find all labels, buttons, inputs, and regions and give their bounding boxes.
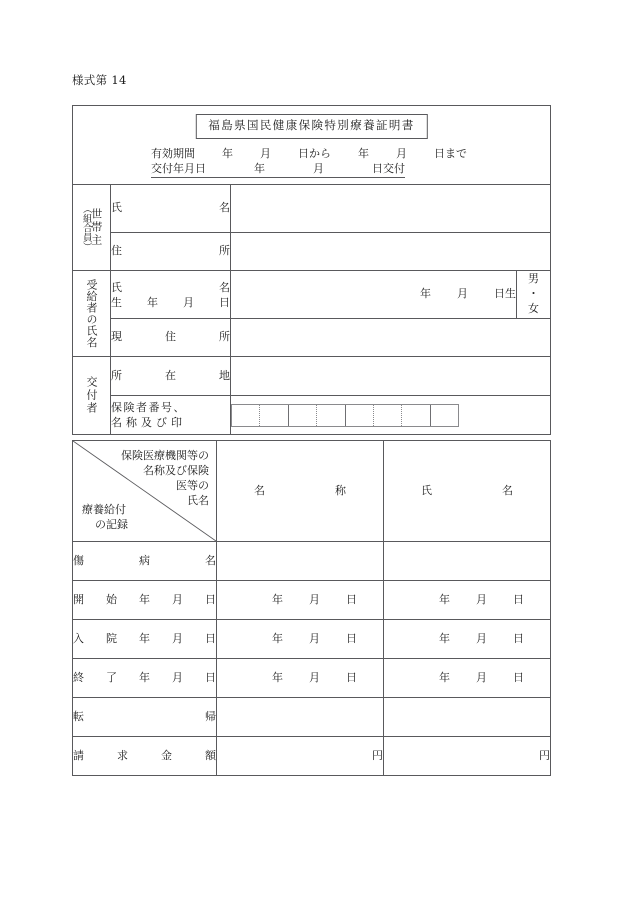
insurer-number-boxes[interactable] xyxy=(231,404,459,427)
householder-side-label-sub: （組合員） xyxy=(80,203,92,252)
issuer-location-row xyxy=(73,357,551,396)
insurer-number-box[interactable] xyxy=(431,405,458,426)
label-char: 院 xyxy=(106,631,117,645)
recipient-sex-male: 男 xyxy=(528,272,539,286)
recipient-birth-label-month: 月 xyxy=(183,295,194,309)
treatment-cell-admission-date-name[interactable] xyxy=(217,620,384,659)
recipient-birth-label-day: 日 xyxy=(219,295,230,309)
label-char: 額 xyxy=(205,748,216,762)
treatment-cell-claim-amount-doctor[interactable] xyxy=(384,737,551,776)
householder-name-row xyxy=(73,185,551,233)
treatment-cell-admission-date-doctor[interactable] xyxy=(384,620,551,659)
issuer-side-label-cell xyxy=(73,357,111,435)
recipient-current-address-label xyxy=(111,319,231,357)
label-char: 終 xyxy=(73,670,84,684)
validity-block xyxy=(151,146,467,178)
issuer-insurer-label xyxy=(111,396,231,435)
date-hint-day: 日 xyxy=(346,670,357,684)
date-hint-year: 年 xyxy=(439,592,450,606)
label-char: 月 xyxy=(172,592,183,606)
treatment-cell-end-date-name[interactable] xyxy=(217,659,384,698)
recipient-name-label-right: 名 xyxy=(219,280,230,294)
recipient-sex-female: 女 xyxy=(528,301,539,315)
insurer-number-box[interactable] xyxy=(346,405,374,426)
householder-name-label-right: 名 xyxy=(219,201,230,215)
validity-period-row xyxy=(151,146,467,161)
label-char: 年 xyxy=(139,670,150,684)
treatment-diagonal-header-cell xyxy=(73,441,217,542)
treatment-record-table xyxy=(72,440,551,776)
issuer-side-label: 交付者 xyxy=(85,376,98,415)
insurer-number-box[interactable] xyxy=(232,405,260,426)
label-char: 入 xyxy=(73,631,84,645)
householder-name-label-left: 氏 xyxy=(111,201,122,215)
householder-side-label-main: 世帯主 xyxy=(89,208,103,247)
issuer-insurer-row xyxy=(73,396,551,435)
treatment-header-lower-line: の記録 xyxy=(95,518,128,531)
treatment-row xyxy=(73,620,551,659)
validity-period-label: 有効期間 xyxy=(151,147,195,160)
treatment-header-upper-line: 医等の xyxy=(176,479,209,492)
householder-name-value[interactable] xyxy=(231,185,551,233)
recipient-current-address-label-right: 所 xyxy=(219,330,230,344)
treatment-cell-claim-amount-name[interactable] xyxy=(217,737,384,776)
recipient-birth-label-left: 生 xyxy=(111,295,122,309)
label-char: 転 xyxy=(73,709,84,723)
treatment-row xyxy=(73,737,551,776)
label-char: 金 xyxy=(161,748,172,762)
treatment-cell-disease-name[interactable] xyxy=(217,542,384,581)
treatment-column-header-doctor-left: 氏 xyxy=(421,483,432,497)
recipient-birth-hint xyxy=(231,287,516,302)
yen-symbol: 円 xyxy=(372,748,383,762)
date-hint xyxy=(217,671,383,686)
certificate-header-table xyxy=(72,105,551,435)
recipient-current-address-value[interactable] xyxy=(231,319,551,357)
treatment-cell-outcome-name[interactable] xyxy=(217,698,384,737)
recipient-sex-cell[interactable] xyxy=(517,271,551,319)
date-hint-month: 月 xyxy=(476,631,487,645)
date-hint-year: 年 xyxy=(439,670,450,684)
householder-address-value[interactable] xyxy=(231,233,551,271)
treatment-cell-end-date-doctor[interactable] xyxy=(384,659,551,698)
label-char: 開 xyxy=(73,592,84,606)
treatment-cell-disease-doctor[interactable] xyxy=(384,542,551,581)
treatment-cell-start-date-name[interactable] xyxy=(217,581,384,620)
date-hint-day: 日 xyxy=(513,592,524,606)
validity-from-day: 日から xyxy=(298,147,331,160)
issue-month: 月 xyxy=(313,162,324,175)
certificate-title: 福島県国民健康保険特別療養証明書 xyxy=(195,114,427,139)
date-hint-month: 月 xyxy=(309,631,320,645)
treatment-row xyxy=(73,698,551,737)
insurer-number-cell[interactable] xyxy=(231,396,551,435)
date-hint xyxy=(384,671,550,686)
insurer-number-box[interactable] xyxy=(317,405,345,426)
date-hint xyxy=(384,632,550,647)
date-hint-year: 年 xyxy=(439,631,450,645)
treatment-header-upper-label xyxy=(121,448,209,508)
label-char: 名 xyxy=(205,553,216,567)
issuer-location-value[interactable] xyxy=(231,357,551,396)
treatment-cell-outcome-doctor[interactable] xyxy=(384,698,551,737)
date-hint-day: 日 xyxy=(513,670,524,684)
date-hint-day: 日 xyxy=(346,631,357,645)
label-char: 日 xyxy=(205,631,216,645)
treatment-header-upper-line: 氏名 xyxy=(187,494,209,507)
treatment-row-label-claim-amount xyxy=(73,737,217,776)
recipient-birth-label-year: 年 xyxy=(147,295,158,309)
issue-date-row xyxy=(151,161,405,178)
label-char: 日 xyxy=(205,592,216,606)
treatment-header-upper-line: 保険医療機関等の xyxy=(121,449,209,462)
date-hint-year: 年 xyxy=(272,592,283,606)
insurer-number-box[interactable] xyxy=(260,405,288,426)
recipient-side-label: 受給者の氏名 xyxy=(85,279,98,348)
label-char: 求 xyxy=(117,748,128,762)
treatment-column-header-doctor xyxy=(384,441,551,542)
validity-from-month: 月 xyxy=(260,147,271,160)
treatment-column-header-name-left: 名 xyxy=(254,483,265,497)
date-hint-day: 日 xyxy=(513,631,524,645)
issue-year: 年 xyxy=(254,162,265,175)
date-hint xyxy=(384,593,550,608)
recipient-birth-hint-day: 日生 xyxy=(494,287,516,301)
recipient-name-label-left: 氏 xyxy=(111,280,122,294)
label-char: 傷 xyxy=(73,553,84,567)
issuer-location-label-right: 地 xyxy=(219,368,230,382)
issue-date-label: 交付年月日 xyxy=(151,162,206,175)
yen-symbol: 円 xyxy=(539,748,550,762)
label-char: 月 xyxy=(172,631,183,645)
date-hint-month: 月 xyxy=(309,670,320,684)
insurer-number-box[interactable] xyxy=(374,405,402,426)
householder-side-label-cell xyxy=(73,185,111,271)
treatment-row-label-end-date xyxy=(73,659,217,698)
validity-to-day: 日まで xyxy=(434,147,467,160)
date-hint xyxy=(217,593,383,608)
recipient-name-row xyxy=(73,271,551,319)
date-hint-month: 月 xyxy=(476,670,487,684)
recipient-side-label-cell xyxy=(73,271,111,357)
issuer-insurer-label-line1: 保険者番号、 xyxy=(111,401,186,414)
recipient-birth-hint-month: 月 xyxy=(457,287,468,301)
issuer-location-label xyxy=(111,357,231,396)
treatment-header-lower-label xyxy=(82,502,128,532)
validity-to-year: 年 xyxy=(358,147,369,160)
insurer-number-box[interactable] xyxy=(289,405,317,426)
treatment-row xyxy=(73,581,551,620)
label-char: 年 xyxy=(139,592,150,606)
date-hint xyxy=(217,632,383,647)
title-cell xyxy=(73,106,551,185)
label-char: 日 xyxy=(205,670,216,684)
label-char: 請 xyxy=(73,748,84,762)
label-char: 月 xyxy=(172,670,183,684)
treatment-cell-start-date-doctor[interactable] xyxy=(384,581,551,620)
issuer-location-label-mid: 在 xyxy=(165,368,176,382)
label-char: 了 xyxy=(106,670,117,684)
label-char: 帰 xyxy=(205,709,216,723)
householder-address-label-left: 住 xyxy=(111,244,122,258)
date-hint-month: 月 xyxy=(309,592,320,606)
treatment-column-header-name xyxy=(217,441,384,542)
recipient-name-birth-value[interactable] xyxy=(231,271,517,319)
householder-address-label-right: 所 xyxy=(219,244,230,258)
recipient-current-address-label-left: 現 xyxy=(111,330,122,344)
householder-address-label xyxy=(111,233,231,271)
recipient-birth-hint-year: 年 xyxy=(420,287,431,301)
treatment-column-header-name-right: 称 xyxy=(335,483,346,497)
date-hint-year: 年 xyxy=(272,631,283,645)
householder-address-row xyxy=(73,233,551,271)
date-hint-year: 年 xyxy=(272,670,283,684)
issuer-location-label-left: 所 xyxy=(111,368,122,382)
recipient-current-address-row xyxy=(73,319,551,357)
label-char: 始 xyxy=(106,592,117,606)
date-hint-month: 月 xyxy=(476,592,487,606)
treatment-row-label-disease xyxy=(73,542,217,581)
validity-to-month: 月 xyxy=(396,147,407,160)
title-row xyxy=(73,106,551,185)
issuer-insurer-label-line2: 名称及び印 xyxy=(111,416,186,429)
treatment-row xyxy=(73,659,551,698)
issue-day: 日交付 xyxy=(372,162,405,175)
recipient-sex-separator: ・ xyxy=(528,287,539,301)
insurer-number-box[interactable] xyxy=(402,405,430,426)
label-char: 年 xyxy=(139,631,150,645)
treatment-header-upper-line: 名称及び保険 xyxy=(143,464,209,477)
householder-name-label xyxy=(111,185,231,233)
recipient-name-birth-label xyxy=(111,271,231,319)
treatment-row-label-admission-date xyxy=(73,620,217,659)
form-number: 様式第 14 xyxy=(72,73,127,87)
treatment-row-label-outcome xyxy=(73,698,217,737)
date-hint-day: 日 xyxy=(346,592,357,606)
treatment-header-lower-line: 療養給付 xyxy=(82,503,126,516)
treatment-column-header-doctor-right: 名 xyxy=(502,483,513,497)
label-char: 病 xyxy=(139,553,150,567)
treatment-header-row xyxy=(73,441,551,542)
validity-from-year: 年 xyxy=(222,147,233,160)
treatment-row xyxy=(73,542,551,581)
treatment-row-label-start-date xyxy=(73,581,217,620)
recipient-current-address-label-mid: 住 xyxy=(165,330,176,344)
